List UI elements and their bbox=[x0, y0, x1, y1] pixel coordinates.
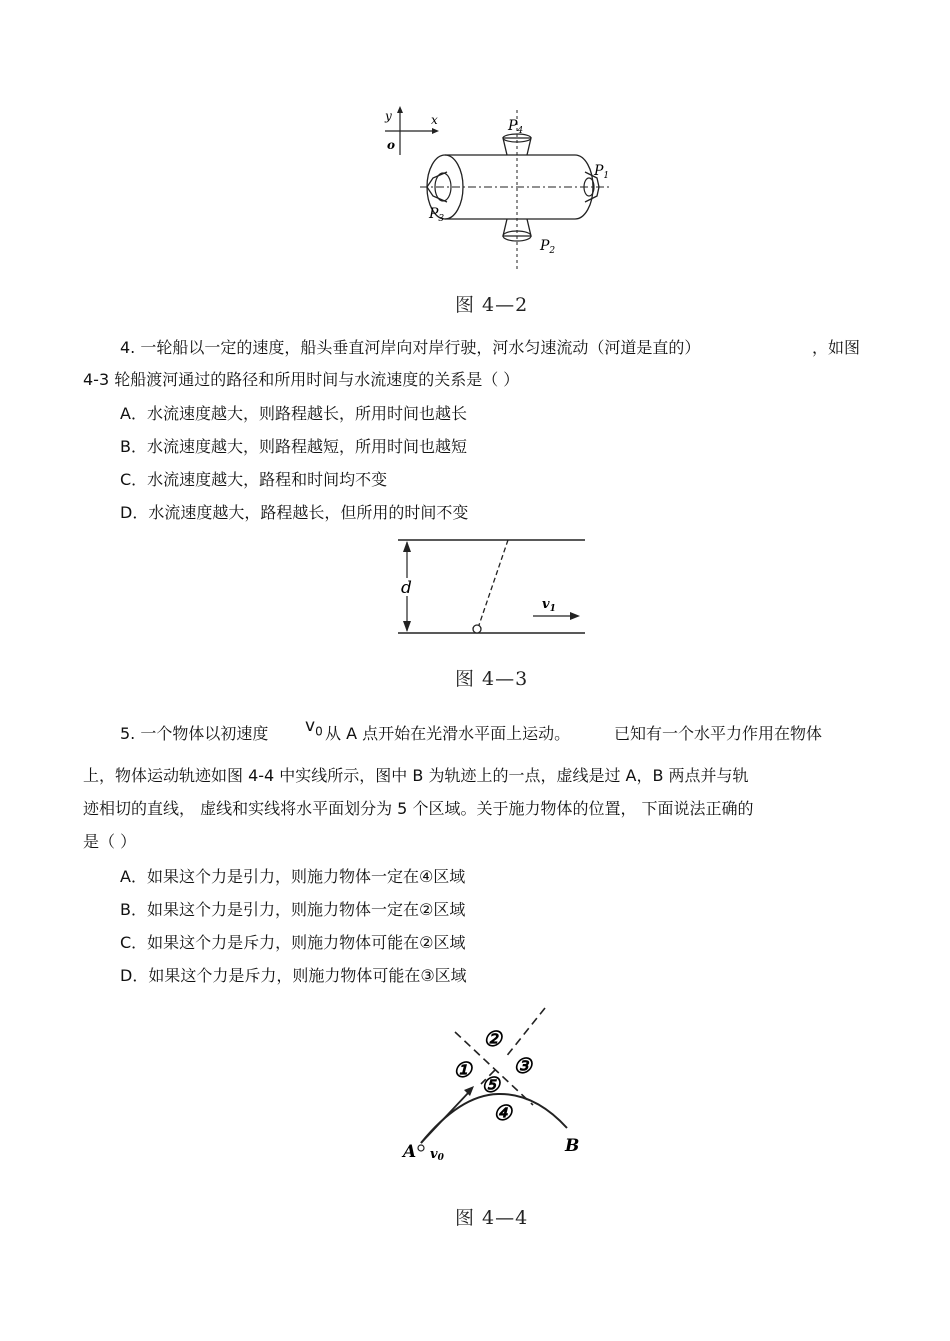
question-5-option-c: C．如果这个力是斥力，则施力物体可能在②区域 bbox=[120, 933, 466, 952]
region-4: ④ bbox=[493, 1100, 512, 1125]
question-4-line-2: 4-3 轮船渡河通过的路径和所用时间与水流速度的关系是（ ） bbox=[83, 370, 520, 389]
label-v1: $v_1$ bbox=[542, 597, 556, 614]
region-1: ① bbox=[453, 1057, 472, 1082]
v0-letter: v bbox=[305, 716, 316, 736]
question-5-line-2: 上，物体运动轨迹如图 4-4 中实线所示，图中 B 为轨迹上的一点，虚线是过 A，B 两点并与轨 bbox=[83, 766, 749, 785]
question-4-line-1-tail: ，如图 bbox=[812, 338, 861, 357]
point-a-v0-label: v0 bbox=[430, 1147, 444, 1163]
question-4-option-a: A．水流速度越大，则路程越长，所用时间也越长 bbox=[120, 404, 467, 423]
figure-4-3 bbox=[390, 530, 590, 640]
question-4-line-1 bbox=[120, 338, 700, 358]
label-p3: $P_3$ bbox=[429, 206, 445, 224]
question-5-option-d: D．如果这个力是斥力，则施力物体可能在③区域 bbox=[120, 966, 467, 985]
question-4-text: 4. 一轮船以一定的速度，船头垂直河岸向对岸行驶，河水匀速流动（河道是直的） bbox=[120, 338, 701, 357]
question-5-v0-symbol bbox=[305, 716, 323, 738]
figure-4-3-caption: 图 4—3 bbox=[455, 668, 529, 690]
figure-4-4-caption: 图 4—4 bbox=[455, 1207, 529, 1229]
question-4-option-b: B．水流速度越大，则路程越短，所用时间也越短 bbox=[120, 437, 467, 456]
question-4-option-c: C．水流速度越大，路程和时间均不变 bbox=[120, 470, 388, 489]
label-p2: $P_2$ bbox=[540, 238, 556, 256]
question-5-line-1b: 从 A 点开始在光滑水平面上运动。 bbox=[325, 724, 571, 743]
origin-label: o bbox=[387, 138, 396, 152]
label-d: d bbox=[401, 578, 412, 598]
figure-4-2-caption: 图 4—2 bbox=[455, 294, 529, 316]
region-3: ③ bbox=[513, 1053, 532, 1078]
question-5-line-1a: 5. 一个物体以初速度 bbox=[120, 724, 269, 743]
figure-4-4-diagram bbox=[395, 1000, 595, 1170]
region-5: ⑤ bbox=[481, 1072, 500, 1097]
point-b-label: B bbox=[565, 1136, 580, 1156]
axis-x-label: x bbox=[431, 113, 438, 127]
label-p4: $P_4$ bbox=[508, 118, 524, 136]
question-5-option-a: A．如果这个力是引力，则施力物体一定在④区域 bbox=[120, 867, 466, 886]
question-5-line-1c: 已知有一个水平力作用在物体 bbox=[614, 724, 823, 743]
figure-4-4 bbox=[395, 1000, 595, 1170]
label-p1: $P_1$ bbox=[594, 163, 610, 181]
question-4-option-d: D．水流速度越大，路程越长，但所用的时间不变 bbox=[120, 503, 469, 522]
figure-4-2-diagram bbox=[365, 100, 625, 290]
axis-y-label: y bbox=[385, 109, 392, 123]
question-5-line-3: 迹相切的直线， 虚线和实线将水平面划分为 5 个区域。关于施力物体的位置， 下面说法正确的 bbox=[83, 799, 754, 818]
figure-4-2 bbox=[365, 100, 625, 290]
point-a-label: A bbox=[403, 1142, 417, 1162]
v0-subscript: 0 bbox=[315, 724, 323, 739]
question-5-line-4: 是（ ） bbox=[83, 832, 137, 851]
figure-4-3-diagram bbox=[390, 530, 590, 640]
region-2: ② bbox=[483, 1026, 502, 1051]
question-5-option-b: B．如果这个力是引力，则施力物体一定在②区域 bbox=[120, 900, 466, 919]
